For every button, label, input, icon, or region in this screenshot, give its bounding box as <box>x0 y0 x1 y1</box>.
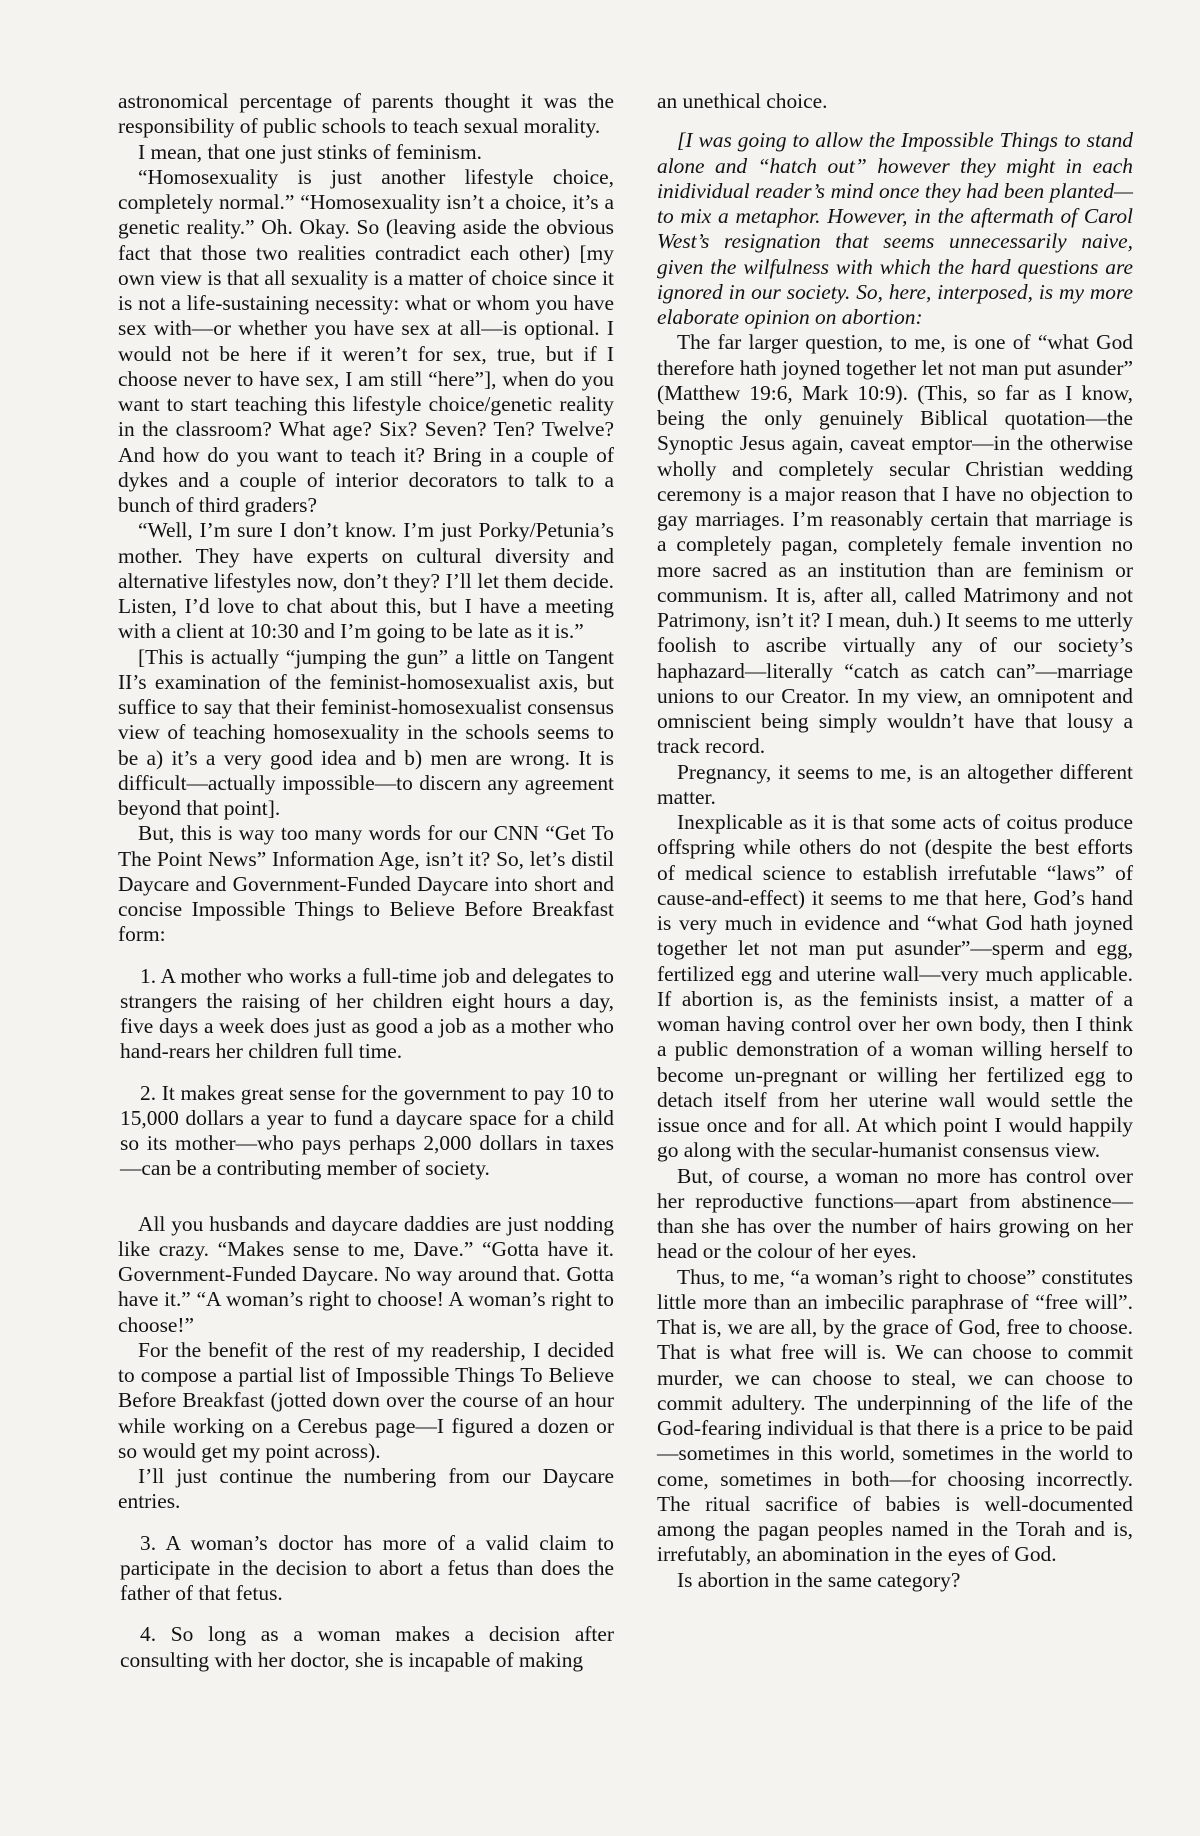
numbered-item: 4. So long as a woman makes a decision after consulting with her doctor, she is incapable of making <box>120 1622 614 1672</box>
paragraph: But, of course, a woman no more has control over her reproductive functions—apart from abstinence—than she has over the number of hairs growing on her head or the colour of her eyes. <box>657 1163 1133 1264</box>
paragraph: “Homosexuality is just another lifestyle choice, completely normal.” “Homosexuality isn’t a choice, it’s a genetic reality.” Oh. Okay. So (leaving aside the obvious fact that those two realities contradict each other) [my own view is that all sexuality is a matter of choice since it is not a life-sustaining necessity: what or whom you have sex with—or whether you have sex at all—is optional. I would not be here if it weren’t for sex, true, but if I choose never to have sex, I am still “here”], when do you want to start teaching this lifestyle choice/genetic reality in the classroom? What age? Six? Seven? Ten? Twelve? And how do you want to teach it? Bring in a couple of dykes and a couple of interior decorators to talk to a bunch of third graders? <box>118 164 614 517</box>
paragraph: But, this is way too many words for our CNN “Get To The Point News” Information Age, isn’t it? So, let’s distil Daycare and Government-Funded Daycare into short and concise Impossible Things to Believe Before Breakfast form: <box>118 821 614 947</box>
numbered-item: 2. It makes great sense for the government to pay 10 to 15,000 dollars a year to fund a daycare space for a child so its mother—who pays perhaps 2,000 dollars in taxes—can be a contributing member of society. <box>120 1080 614 1181</box>
paragraph: an unethical choice. <box>657 89 828 113</box>
paragraph: All you husbands and daycare daddies are just nodding like crazy. “Makes sense to me, Dave.” “Gotta have it. Government-Funded Daycare. No way around that. Gotta have it.” “A woman’s right to choose! A woman’s right to choose!” <box>118 1211 614 1337</box>
numbered-item: 3. A woman’s doctor has more of a valid claim to participate in the decision to abort a fetus than does the father of that fetus. <box>120 1530 614 1605</box>
paragraph: I mean, that one just stinks of feminism. <box>138 139 482 164</box>
paragraph: Is abortion in the same category? <box>677 1567 961 1592</box>
paragraph: The far larger question, to me, is one of “what God therefore hath joyned together let not man put asunder” (Matthew 19:6, Mark 10:9). (This, so far as I know, being the only genuinely Biblical quotation—the Synoptic Jesus again, caveat emptor—in the otherwise wholly and completely secular Christian wedding ceremony is a major reason that I have no objection to gay marriages. I’m reasonably certain that marriage is a completely pagan, completely female invention no more sacred as an institution than are feminism or communism. It is, after all, called Matrimony and not Patrimony, isn’t it? I mean, duh.) It seems to me utterly foolish to ascribe virtually any of our society’s haphazard—literally “catch as catch can”—marriage unions to our Creator. In my view, an omnipotent and omniscient being simply wouldn’t have that lousy a track record. <box>657 330 1133 759</box>
left-column <box>118 89 614 1689</box>
paragraph: [This is actually “jumping the gun” a little on Tangent II’s examination of the feminist-homosexualist axis, but suffice to say that their feminist-homosexualist consensus view of teaching homosexuality in the schools seems to be a) it’s a very good idea and b) men are wrong. It is difficult—actually impossible—to discern any agreement beyond that point]. <box>118 644 614 820</box>
paragraph: Pregnancy, it seems to me, is an altogether different matter. <box>657 759 1133 809</box>
paragraph: For the benefit of the rest of my readership, I decided to compose a partial list of Impossible Things To Believe Before Breakfast (jotted down over the course of an hour while working on a Cerebus page—I figured a dozen or so would get my point across). <box>118 1337 614 1463</box>
paragraph: Inexplicable as it is that some acts of coitus produce offspring while others do not (despite the best efforts of medical science to establish irrefutable “laws” of cause-and-effect) it seems to me that here, God’s hand is very much in evidence and “what God hath joyned together let not man put asunder”—sperm and egg, fertilized egg and uterine wall—very much applicable. If abortion is, as the feminists insist, a matter of a woman having control over her own body, then I think a public demonstration of a woman willing herself to become un-pregnant or willing her fertilized egg to detach itself from her uterine wall would settle the issue once and for all. At which point I would happily go along with the secular-humanist consensus view. <box>657 810 1133 1163</box>
paragraph: astronomical percentage of parents thought it was the responsibility of public schools to teach sexual morality. <box>118 89 614 139</box>
paragraph: Thus, to me, “a woman’s right to choose” constitutes little more than an imbecilic paraphrase of “free will”. That is, we are all, by the grace of God, free to choose. That is what free will is. We can choose to commit murder, we can choose to steal, we can choose to commit adultery. The underpinning of the life of the God-fearing individual is that there is a price to be paid—sometimes in this world, sometimes in the world to come, sometimes in both—for choosing incorrectly. The ritual sacrifice of babies is well-documented among the pagan peoples named in the Torah and is, irrefutably, an abomination in the eyes of God. <box>657 1264 1133 1567</box>
paragraph: I’ll just continue the numbering from our Daycare entries. <box>118 1464 614 1514</box>
right-column <box>657 89 1133 1593</box>
interposed-note: [I was going to allow the Impossible Things to stand alone and “hatch out” however they might in each inidividual reader’s mind once they had been planted—to mix a metaphor. However, in the aftermath of Carol West’s resignation that seems unnecessarily naive, given the wilfulness with which the hard questions are ignored in our society. So, here, interposed, is my more elaborate opinion on abortion: <box>657 128 1133 329</box>
paragraph: “Well, I’m sure I don’t know. I’m just Porky/Petunia’s mother. They have experts on cultural diversity and alternative lifestyles now, don’t they? I’ll let them decide. Listen, I’d love to chat about this, but I have a meeting with a client at 10:30 and I’m going to be late as it is.” <box>118 518 614 644</box>
numbered-item: 1. A mother who works a full-time job and delegates to strangers the raising of her children eight hours a day, five days a week does just as good a job as a mother who hand-rears her children full time. <box>120 963 614 1064</box>
